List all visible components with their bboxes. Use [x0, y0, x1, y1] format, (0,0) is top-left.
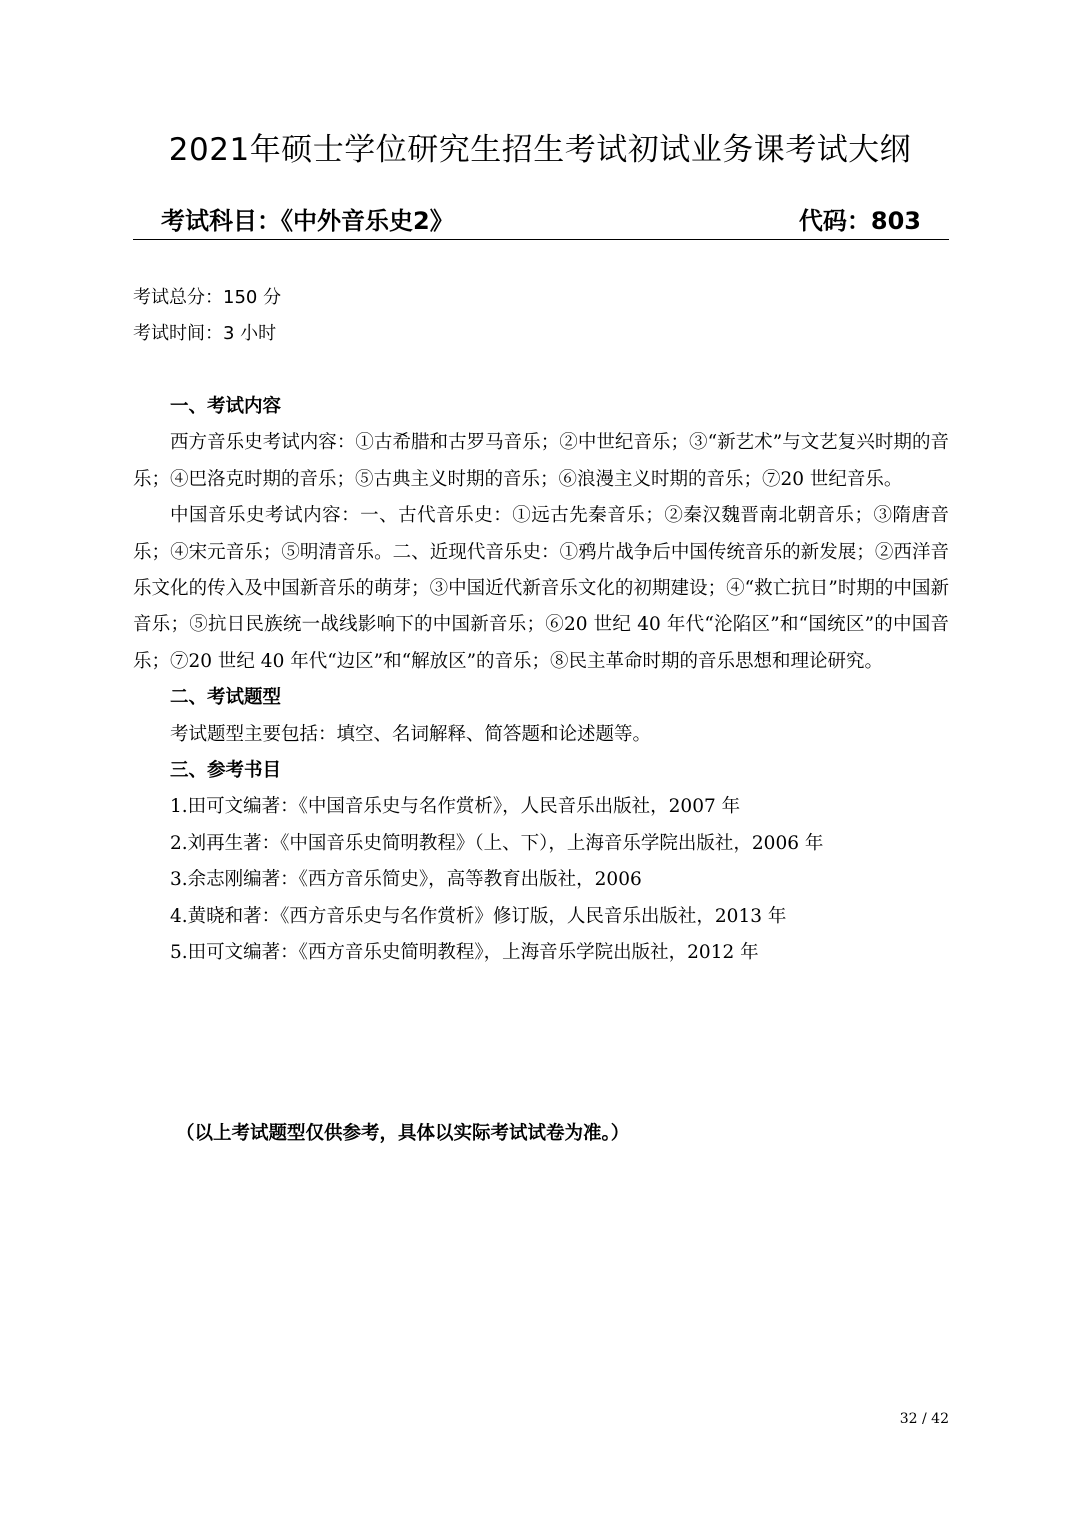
- exam-code: 代码：803: [798, 207, 921, 235]
- exam-time: 考试时间：3 小时: [133, 323, 277, 344]
- reference-item: 2.刘再生著：《中国音乐史简明教程》（上、下），上海音乐学院出版社，2006 年: [170, 832, 824, 854]
- reference-item: 1.田可文编著：《中国音乐史与名作赏析》，人民音乐出版社，2007 年: [170, 796, 741, 818]
- western-music-content: 西方音乐史考试内容：①古希腊和古罗马音乐；②中世纪音乐；③“新艺术”与文艺复兴时期的音乐；④巴洛克时期的音乐；⑤古典主义时期的音乐；⑥浪漫主义时期的音乐；⑦20 世纪音乐。: [133, 432, 949, 490]
- subject-line: [133, 203, 949, 240]
- reference-item: 5.田可文编著：《西方音乐史简明教程》，上海音乐学院出版社，2012 年: [170, 942, 759, 964]
- reference-item: 3.余志刚编著：《西方音乐简史》，高等教育出版社，2006: [170, 869, 642, 891]
- document-title: 2021年硕士学位研究生招生考试初试业务课考试大纲: [168, 132, 912, 168]
- document-body: [133, 389, 949, 972]
- section-heading-type: 二、考试题型: [170, 687, 282, 709]
- exam-type-content: 考试题型主要包括：填空、名词解释、简答题和论述题等。: [170, 723, 652, 745]
- chinese-music-content: 中国音乐史考试内容：一、古代音乐史：①远古先秦音乐；②秦汉魏晋南北朝音乐；③隋唐音乐；④宋元音乐；⑤明清音乐。二、近现代音乐史：①鸦片战争后中国传统音乐的新发展；②西洋音乐文化的传入及中国新音乐的萌芽；③中国近代新音乐文化的初期建设；④“救亡抗日”时期的中国新音乐；⑤抗日民族统一战线影响下的中国新音乐；⑥20 世纪 40 年代“沦陷区”和“国统区”的中国音乐；⑦20 世纪 40 年代“边区”和“解放区”的音乐；⑧民主革命时期的音乐思想和理论研究。: [133, 505, 949, 672]
- exam-subject: 考试科目：《中外音乐史2》: [161, 207, 454, 235]
- section-heading-refs: 三、参考书目: [170, 760, 282, 782]
- total-score: 考试总分：150 分: [133, 287, 282, 308]
- disclaimer-note: （以上考试题型仅供参考，具体以实际考试试卷为准。）: [176, 1123, 630, 1144]
- page-number: 32 / 42: [899, 1411, 949, 1427]
- section-heading-content: 一、考试内容: [170, 396, 282, 417]
- reference-item: 4.黄晓和著：《西方音乐史与名作赏析》修订版，人民音乐出版社，2013 年: [170, 905, 787, 927]
